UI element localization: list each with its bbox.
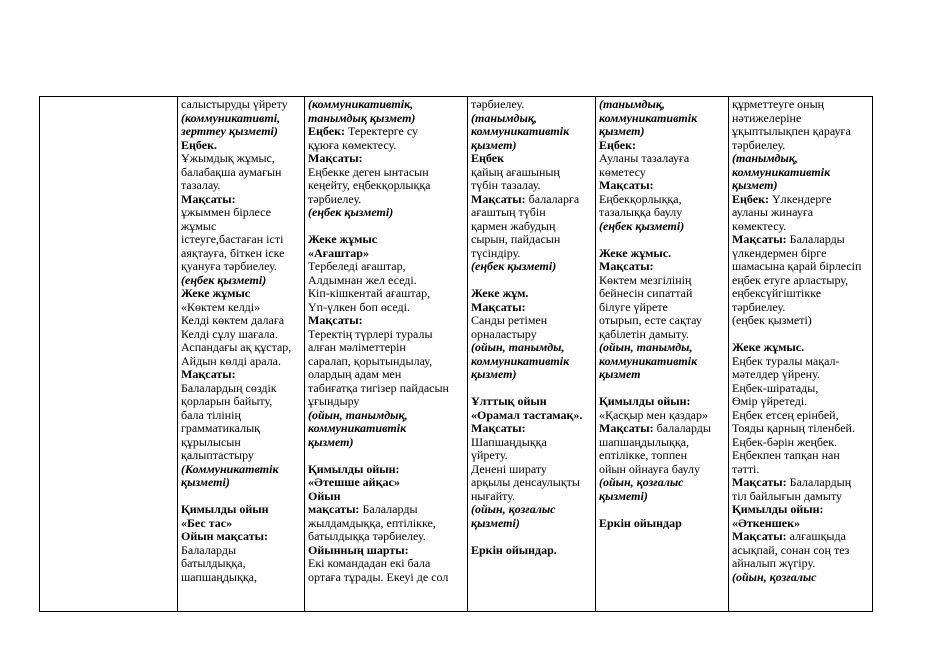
text-line xyxy=(308,220,464,234)
text-line: Еңбекпен тапқан нан xyxy=(732,448,840,462)
text-line: қызмет) xyxy=(308,434,354,449)
text-line xyxy=(471,382,592,396)
text-line: Еңбекқорлыққа, xyxy=(599,191,682,206)
text-line: Ойынның шарты: xyxy=(308,542,409,557)
text-line xyxy=(471,530,592,544)
text-line: Еңбекке деген ынтасын xyxy=(308,164,429,179)
text-line: грамматикалық xyxy=(181,421,260,435)
text-line: еңбек етуге арластыру, xyxy=(732,272,849,287)
text-line: ептілікке, топпен xyxy=(599,448,688,462)
text-line: Алдымнан жел еседі. xyxy=(308,272,417,287)
text-line: (еңбек қызметі) xyxy=(599,218,685,233)
text-line: Мақсаты: балаларға xyxy=(471,191,580,206)
text-line: сырын, пайдасын xyxy=(471,232,561,246)
text-line: бейнесін сипаттай xyxy=(599,286,693,300)
text-line: қызмет) xyxy=(599,124,645,138)
text-line: «Әтешше айқас» xyxy=(308,475,400,489)
text-line: нәтижелеріне xyxy=(732,110,802,125)
label-text: Еңбек: xyxy=(308,124,345,138)
text-line: (еңбек қызметі) xyxy=(471,259,557,273)
text-line: қызмет xyxy=(599,367,641,381)
text-line: Мақсаты: xyxy=(308,313,363,327)
text-line: Ауланы тазалауға xyxy=(599,151,690,165)
text-line: Еңбек xyxy=(471,151,504,165)
text-line: Мақсаты: Балалардың xyxy=(732,475,852,489)
text-line: шапшаңдыққа, xyxy=(181,569,257,584)
text-line: Тербеледі ағаштар, xyxy=(308,259,406,273)
text-line: Ұлттық ойын xyxy=(471,394,547,408)
text-line: кеңейту, еңбекқорлыққа xyxy=(308,178,431,192)
text-line: қармен жабудың xyxy=(471,218,556,233)
text-line: Мақсаты: xyxy=(599,259,654,273)
text-line: Еркін ойындар. xyxy=(471,542,557,557)
text-line: жылдамдыққа, ептілікке, xyxy=(308,515,436,530)
table-row xyxy=(40,97,873,612)
text-line: олардың адам мен xyxy=(308,367,402,381)
text-line: істеуге,бастаған істі xyxy=(181,232,284,246)
label-text: Мақсаты: xyxy=(732,475,787,489)
text-line: батылдыққа тәрбиелеу. xyxy=(308,529,426,543)
label-text: мақсаты: xyxy=(308,502,360,516)
text-line: ұқыптылықпен қарауға xyxy=(732,124,851,138)
text-line: Ойын мақсаты: xyxy=(181,529,268,543)
text-line: көметесу xyxy=(599,164,646,179)
text-line: зерттеу қызметі) xyxy=(181,124,278,138)
text-line: Ойын xyxy=(308,488,341,503)
text-line: батылдыққа, xyxy=(181,556,246,570)
text-line: Қимылды ойын: xyxy=(599,394,691,408)
column-4-cell xyxy=(468,97,596,612)
text-line: шамасына қарай бірлесіп xyxy=(732,259,862,273)
text-line: Балаларды xyxy=(181,542,237,557)
text-line: Ұжымдық жұмыс, xyxy=(181,151,275,165)
text-line: Мақсаты: Балаларды xyxy=(732,232,845,246)
text-line: үйрету. xyxy=(471,448,508,462)
text-line: Қимылды ойын: xyxy=(308,461,400,476)
text-line: Еркін ойындар xyxy=(599,515,682,530)
text-line: Мақсаты: xyxy=(181,367,236,381)
text-line: нығайту. xyxy=(471,488,516,503)
text-line: Еңбек етсең ерінбей, xyxy=(732,407,839,422)
text-line: Екі командадан екі бала xyxy=(308,556,431,570)
label-text: Мақсаты: xyxy=(732,232,787,246)
text-line: қорларын байыту, xyxy=(181,394,273,408)
text-line: қалыптастыру xyxy=(181,448,254,462)
text-line: (коммуникативті, xyxy=(181,110,281,125)
text-line: Жеке жұмыс xyxy=(308,232,378,246)
text-line: коммуникативтік xyxy=(732,164,831,179)
text-line: түбін тазалау. xyxy=(471,178,541,192)
text-line: құрметтеуге оның xyxy=(732,97,825,111)
text-line: үлкендермен бірге xyxy=(732,245,827,260)
text-line: (ойын, қозғалыс xyxy=(732,569,817,584)
text-line: (танымдық, xyxy=(732,151,798,165)
text-line: тіл байлығын дамыту xyxy=(732,488,843,503)
column-5-cell xyxy=(596,97,729,612)
text-line: Келді көктем далаға xyxy=(181,313,285,327)
text-line: қызметі) xyxy=(471,515,520,530)
text-line: «Бес тас» xyxy=(181,515,233,530)
text-line: саралап, қорытындылау, xyxy=(308,353,433,368)
column-3-cell xyxy=(305,97,468,612)
text-line: Теректің түрлері туралы xyxy=(308,326,433,341)
text-line: балабақша аумағын xyxy=(181,164,282,179)
text-line: қайың ағашының xyxy=(471,164,560,179)
text-line: тәрбиелеу. xyxy=(308,191,362,206)
text-line: қуануға тәрбиелеу. xyxy=(181,259,277,273)
text-line: коммуникативтік xyxy=(471,124,570,138)
text-line: «Орамал тастамақ». xyxy=(471,407,583,422)
text-line: Аспандағы ақ құстар, xyxy=(181,340,292,354)
text-line: коммуникативтік xyxy=(308,421,407,435)
text-line: (ойын, танымдық, xyxy=(308,407,408,422)
text-line: Мақсаты: xyxy=(308,151,363,165)
text-line: Мақсаты: балаларды xyxy=(599,421,711,435)
text-line: (еңбек қызметі) xyxy=(181,272,267,287)
text-line: Жеке жұмыс. xyxy=(599,245,672,260)
text-line: ортаға тұрады. Екеуі де сол xyxy=(308,569,449,584)
text-line: Жеке жұмыс. xyxy=(732,340,805,354)
text-line: Көктем мезгілінің xyxy=(599,272,692,287)
column-2-cell xyxy=(178,97,305,612)
text-line xyxy=(181,490,301,504)
text-line: құюға көмектесу. xyxy=(308,137,397,152)
text-line: Еңбек-бәрін жеңбек. xyxy=(732,434,838,449)
text-line: Келді сұлу шағала. xyxy=(181,326,278,341)
text-line: (ойын, танымды, xyxy=(599,340,693,354)
text-line: Қимылды ойын xyxy=(181,502,269,516)
text-line: Денені ширату xyxy=(471,461,547,476)
schedule-table xyxy=(39,96,873,612)
text-line: көмектесу. xyxy=(732,218,787,233)
text-line: шапшаңдылыққа, xyxy=(599,434,690,449)
text-line: еңбексүйгіштікке xyxy=(732,286,822,300)
text-line: (танымдық, xyxy=(599,97,665,111)
text-line xyxy=(599,503,725,517)
text-line: «Көктем келді» xyxy=(181,299,261,314)
text-line: құрылысын xyxy=(181,434,241,449)
text-line: Санды ретімен xyxy=(471,313,548,327)
text-line: Мақсаты: алғашқыда xyxy=(732,529,846,543)
text-line: (Коммуникатвтік xyxy=(181,461,279,476)
label-text: Мақсаты: xyxy=(599,421,654,435)
text-line xyxy=(599,382,725,396)
text-line: коммуникативтік xyxy=(471,353,570,368)
text-line: асықпай, сонан соң тез xyxy=(732,542,850,557)
text-line: Тояды қарның тіленбей. xyxy=(732,421,855,435)
text-line: (еңбек қызметі) xyxy=(732,313,812,327)
text-line: Айдын көлді арала. xyxy=(181,353,282,368)
text-line: Еңбек: Үлкендерге xyxy=(732,191,832,206)
text-line: (ойын, қозғалыс xyxy=(599,475,684,489)
text-line: білуге үйрете xyxy=(599,299,668,314)
text-line: аяқтауға, біткен іске xyxy=(181,245,285,260)
text-line: Еңбек. xyxy=(181,137,217,152)
text-line: Мақсаты: xyxy=(181,191,236,206)
text-line: Жеке жұмыс xyxy=(181,286,251,300)
text-line: (еңбек қызметі) xyxy=(308,205,394,219)
text-line: тазалыққа баулу xyxy=(599,205,683,219)
text-line: (ойын, танымды, xyxy=(471,340,565,354)
text-line: тәрбиелеу. xyxy=(471,97,525,111)
text-line: Үп-үлкен боп өседі. xyxy=(308,299,410,314)
text-line xyxy=(599,233,725,247)
text-line: «Қасқыр мен қаздар» xyxy=(599,407,709,422)
text-line: салыстыруды үйрету xyxy=(181,97,288,111)
text-line: ұғындыру xyxy=(308,394,360,408)
text-line: Еңбек туралы мақал- xyxy=(732,353,840,368)
text-line: Қимылды ойын: xyxy=(732,502,824,516)
text-line: жұмыс xyxy=(181,218,217,233)
label-text: Мақсаты: xyxy=(471,191,526,206)
text-line: ағаштың түбін xyxy=(471,205,546,219)
text-line: тәрбиелеу. xyxy=(732,137,786,152)
text-line: айналып жүгіру. xyxy=(732,556,816,570)
text-line: орналастыру xyxy=(471,326,537,341)
column-1-cell xyxy=(40,97,178,612)
text-line: танымдық қызмет) xyxy=(308,110,416,125)
label-text: Еңбек: xyxy=(732,191,769,206)
text-line: тәтті. xyxy=(732,461,760,476)
text-line: тәрбиелеу. xyxy=(732,299,786,314)
text-line: қызметі) xyxy=(599,488,648,503)
text-line: тазалау. xyxy=(181,178,221,192)
label-text: Мақсаты: xyxy=(732,529,787,543)
text-line: қызмет) xyxy=(732,178,778,192)
text-line: коммуникативтік xyxy=(599,353,698,368)
text-line: коммуникативтік xyxy=(599,110,698,125)
text-line: Мақсаты: xyxy=(471,421,526,435)
text-line: Кіп-кішкентай ағаштар, xyxy=(308,286,431,300)
text-line: ойын ойнауға баулу xyxy=(599,461,700,476)
text-line xyxy=(471,274,592,288)
text-line: отырып, есте сақтау xyxy=(599,313,702,327)
text-line: арқылы денсаулықты xyxy=(471,475,580,489)
text-line: Еңбек: Теректерге су xyxy=(308,124,419,138)
text-line: табиғатқа тигізер пайдасын xyxy=(308,380,449,395)
text-line: Жеке жұм. xyxy=(471,286,529,300)
text-line: қабілетін дамыту. xyxy=(599,326,689,341)
text-line: қызмет) xyxy=(471,137,517,152)
text-line: ауланы жинауға xyxy=(732,205,814,219)
text-line: қызметі) xyxy=(181,475,230,489)
text-line: Мақсаты: xyxy=(599,178,654,192)
text-line: «Әткеншек» xyxy=(732,515,800,530)
text-line: Балалардың сөздік xyxy=(181,380,277,395)
text-line: түсіндіру. xyxy=(471,245,521,260)
text-line xyxy=(599,139,725,153)
text-line: (коммуникативтік, xyxy=(308,97,414,111)
text-line: (ойын, қозғалыс xyxy=(471,502,556,516)
text-line: Өмір үйретеді. xyxy=(732,394,808,408)
text-line: Шапшаңдыққа xyxy=(471,434,547,449)
text-line: бала тілінің xyxy=(181,407,241,422)
text-line xyxy=(732,328,869,342)
text-line: мәтелдер үйрену. xyxy=(732,367,820,381)
text-line xyxy=(308,449,464,463)
text-line: мақсаты: Балаларды xyxy=(308,502,418,516)
text-line: Еңбек-шіратады, xyxy=(732,380,819,395)
text-line: (танымдық, xyxy=(471,110,537,125)
column-6-cell xyxy=(729,97,873,612)
text-line: Мақсаты: xyxy=(471,299,526,314)
text-line: алған мәліметтерін xyxy=(308,340,406,354)
text-line: қызмет) xyxy=(471,367,517,381)
text-line: ұжыммен бірлесе xyxy=(181,205,271,219)
text-line: «Ағаштар» xyxy=(308,245,369,260)
label-text: Еңбек: xyxy=(599,137,636,152)
